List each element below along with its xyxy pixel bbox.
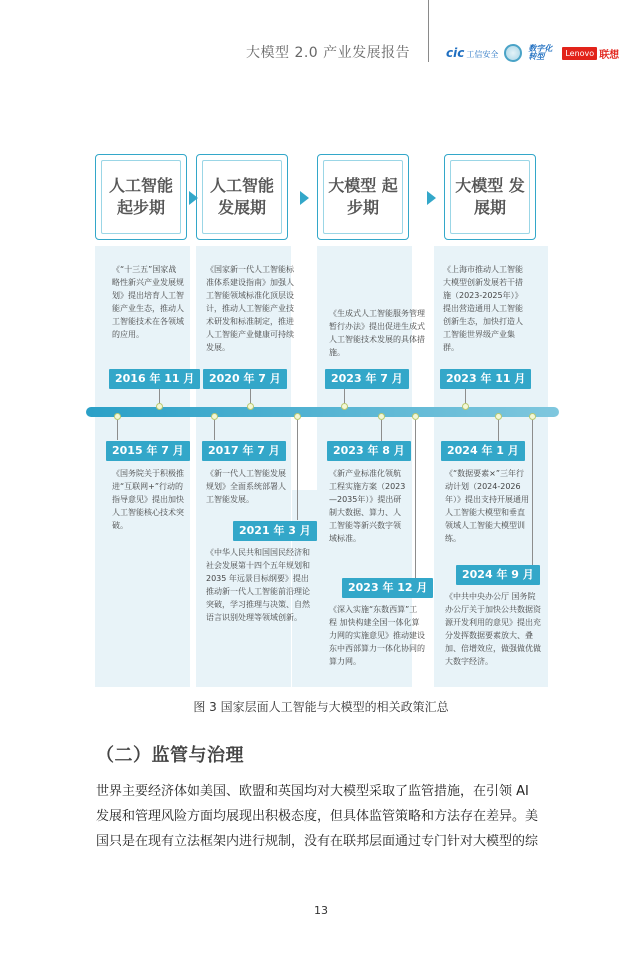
- timeline-dot: [412, 413, 419, 420]
- timeline-dot: [529, 413, 536, 420]
- date-label: 2024 年 9 月: [456, 565, 540, 585]
- phase-box-llm-start: 大模型 起步期: [317, 154, 409, 240]
- digital-transformation-logo: 数字化 转型: [528, 44, 553, 61]
- policy-note: 《“数据要素×”三年行动计划（2024-2026年）》提出支持开展通用人工智能大模型和垂直领域人工智能大模型训练。: [445, 469, 529, 543]
- paragraph-line: 国只是在现有立法框架内进行规制，没有在联邦层面通过专门针对大模型的综: [96, 834, 539, 849]
- timeline-stem: [297, 420, 298, 520]
- timeline-dot: [462, 403, 469, 410]
- timeline-dot: [294, 413, 301, 420]
- policy-note: 《新一代人工智能发展规划》全面系统部署人工智能发展。: [206, 469, 286, 504]
- partner-logos: [446, 44, 619, 62]
- timeline-stem: [381, 420, 382, 441]
- date-label: 2023 年 8 月: [327, 441, 411, 461]
- policy-note: 《上海市推动人工智能大模型创新发展若干措施（2023-2025年）》提出营造通用人工智能创新生态，加快打造人工智能世界级产业集群。: [443, 265, 523, 352]
- policy-note: 《中共中央办公厅 国务院办公厅关于加快公共数据资源开发利用的意见》提出充分发挥数据要素放大、叠加、倍增效应，做强做优做大数字经济。: [445, 592, 541, 666]
- timeline-dot: [211, 413, 218, 420]
- date-label: 2023 年 12 月: [342, 578, 433, 598]
- phase-arrow-icon: [427, 191, 436, 205]
- lenovo-logo: Lenovo: [562, 47, 597, 60]
- page-number: 13: [314, 904, 328, 917]
- round-emblem-logo: [504, 44, 522, 62]
- timeline-dot: [495, 413, 502, 420]
- phase-box-ai-start: 人工智能 起步期: [95, 154, 187, 240]
- paragraph-line: 世界主要经济体如美国、欧盟和英国均对大模型采取了监管措施，在引领 AI: [96, 784, 529, 799]
- figure-caption: 图 3 国家层面人工智能与大模型的相关政策汇总: [193, 700, 449, 714]
- phase-box-llm-development: 大模型 发展期: [444, 154, 536, 240]
- date-label: 2023 年 11 月: [440, 369, 531, 389]
- timeline-dot: [341, 403, 348, 410]
- timeline-stem: [532, 420, 533, 565]
- cic-logo: cic 工信安全: [446, 46, 499, 60]
- section-heading: （二）监管与治理: [96, 745, 244, 766]
- phase-box-ai-development: 人工智能 发展期: [196, 154, 288, 240]
- date-label: 2015 年 7 月: [106, 441, 190, 461]
- lenovo-cn-logo: 联想: [599, 49, 620, 61]
- date-label: 2020 年 7 月: [203, 369, 287, 389]
- header-title: 大模型 2.0 产业发展报告: [246, 45, 411, 61]
- policy-note: 《生成式人工智能服务管理暂行办法》提出促进生成式人工智能技术发展的具体措施。: [329, 309, 425, 357]
- date-label: 2016 年 11 月: [109, 369, 200, 389]
- policy-note: 《中华人民共和国国民经济和社会发展第十四个五年规划和 2035 年远景目标纲要》提出推动新一代人工智能前沿理论突破，学习推理与决策、自然语言识别处理等领域创新。: [206, 548, 310, 622]
- policy-note: 《“十三五”国家战略性新兴产业发展规划》提出培育人工智能产业生态，推动人工智能技术在各领域的应用。: [112, 265, 184, 339]
- timeline-dot: [247, 403, 254, 410]
- timeline-dot: [156, 403, 163, 410]
- timeline-dot: [378, 413, 385, 420]
- policy-note: 《国务院关于积极推进“互联网+”行动的指导意见》提出加快人工智能核心技术突破。: [112, 469, 184, 530]
- phase-arrow-icon: [300, 191, 309, 205]
- timeline-stem: [415, 420, 416, 578]
- policy-note: 《新产业标准化领航工程实施方案（2023—2035年）》提出研制大数据、算力、人工智能等新兴数字领域标准。: [329, 469, 406, 543]
- phase-arrow-icon: [189, 191, 198, 205]
- policy-note: 《深入实施“东数西算”工程 加快构建全国一体化算力网的实施意见》推动建设东中西部算力一体化协同的算力网。: [329, 605, 425, 666]
- timeline-stem: [498, 420, 499, 441]
- date-label: 2024 年 1 月: [441, 441, 525, 461]
- body-paragraph: [96, 779, 566, 854]
- timeline-stem: [214, 420, 215, 440]
- header-divider: [428, 0, 429, 62]
- paragraph-line: 发展和管理风险方面均展现出积极态度，但具体监管策略和方法存在差异。美: [96, 809, 539, 824]
- timeline-stem: [117, 420, 118, 440]
- timeline-dot: [114, 413, 121, 420]
- date-label: 2017 年 7 月: [202, 441, 286, 461]
- policy-note: 《国家新一代人工智能标准体系建设指南》加强人工智能领域标准化顶层设计，推动人工智能产业技术研发和标准制定，推进人工智能产业健康可持续发展。: [206, 265, 294, 352]
- date-label: 2023 年 7 月: [325, 369, 409, 389]
- date-label: 2021 年 3 月: [233, 521, 317, 541]
